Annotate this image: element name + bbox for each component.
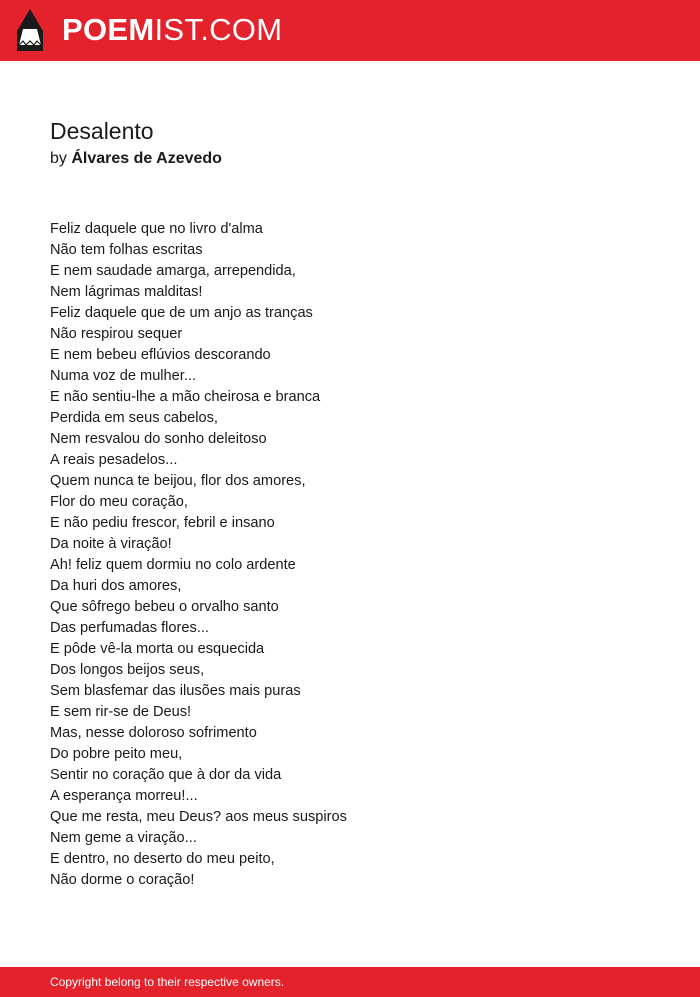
poem-line: Ah! feliz quem dormiu no colo ardente (50, 557, 296, 573)
poem-line: Nem lágrimas malditas! (50, 284, 203, 300)
poem-line: A esperança morreu!... (50, 788, 198, 804)
poem-line: E não pediu frescor, febril e insano (50, 515, 275, 531)
poem-line: Não tem folhas escritas (50, 242, 203, 258)
poem-line: A reais pesadelos... (50, 452, 178, 468)
poem-line: Que me resta, meu Deus? aos meus suspiros (50, 809, 347, 825)
poem-line: Numa voz de mulher... (50, 368, 197, 384)
site-header (0, 0, 700, 61)
poem-line: Nem geme a viração... (50, 830, 197, 846)
poem-line: E pôde vê-la morta ou esquecida (50, 641, 265, 657)
poem-body (50, 219, 347, 891)
poem-byline (50, 148, 222, 170)
poem-line: Quem nunca te beijou, flor dos amores, (50, 473, 306, 489)
poem-line: Sentir no coração que à dor da vida (50, 767, 282, 783)
poem-line: Das perfumadas flores... (50, 620, 209, 636)
poem-line: Perdida em seus cabelos, (50, 410, 218, 426)
poem-line: E dentro, no deserto do meu peito, (50, 851, 275, 867)
poem-line: Sem blasfemar das ilusões mais puras (50, 683, 301, 699)
poem-line: Da huri dos amores, (50, 578, 182, 594)
poem-line: Flor do meu coração, (50, 494, 188, 510)
by-label: by (50, 150, 67, 167)
poem-line: Não dorme o coração! (50, 872, 195, 888)
poem-line: Feliz daquele que de um anjo as tranças (50, 305, 313, 321)
pencil-tip-icon[interactable] (17, 9, 43, 51)
poem-line: Que sôfrego bebeu o orvalho santo (50, 599, 279, 615)
author-name: Álvares de Azevedo (71, 150, 222, 167)
poem-line: Nem resvalou do sonho deleitoso (50, 431, 267, 447)
poem-line: E sem rir-se de Deus! (50, 704, 192, 720)
poem-line: Feliz daquele que no livro d'alma (50, 221, 263, 237)
poem-line: Do pobre peito meu, (50, 746, 183, 762)
site-footer (0, 967, 700, 997)
poem-line: Dos longos beijos seus, (50, 662, 205, 678)
copyright-text: Copyright belong to their respective owners. (50, 975, 285, 989)
site-logo-text[interactable] (62, 12, 282, 48)
poem-line: E nem saudade amarga, arrependida, (50, 263, 296, 279)
brand-bold-text: POEM (62, 12, 155, 47)
poem-line: Mas, nesse doloroso sofrimento (50, 725, 257, 741)
poem-title: Desalento (50, 118, 154, 144)
brand-rest-text: IST.COM (154, 12, 283, 47)
poem-line: Da noite à viração! (50, 536, 172, 552)
poem-line: E não sentiu-lhe a mão cheirosa e branca (50, 389, 321, 405)
poem-line: Não respirou sequer (50, 326, 183, 342)
poem-line: E nem bebeu eflúvios descorando (50, 347, 271, 363)
